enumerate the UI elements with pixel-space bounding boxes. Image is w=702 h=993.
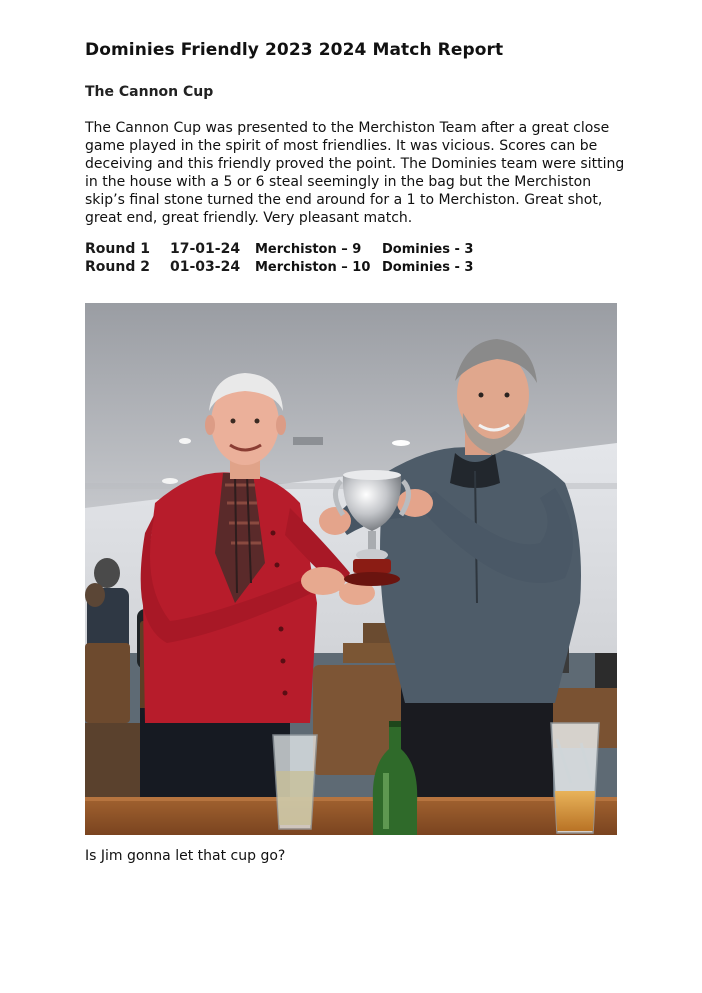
- round-away-score: Dominies - 3: [382, 242, 474, 257]
- report-body: The Cannon Cup was presented to the Merchiston Team after a great close game played in the spirit of most friendlies. It was vicious. Scores can be deceiving and this friendly proved the point. The Dominies team were sitting in the house with a 5 or 6 steal seemingly in the bag but the Merchiston skip’s final stone turned the end around for a 1 to Merchiston. Great shot, great end, great friendly. Very pleasant match.: [85, 120, 625, 226]
- round-label: Round 1: [85, 241, 150, 257]
- round-home-score: Merchiston – 9: [255, 242, 362, 257]
- round-away-score: Dominies - 3: [382, 260, 474, 275]
- trophy-presentation-photo: [85, 303, 617, 835]
- section-heading: The Cannon Cup: [85, 84, 214, 100]
- round-label: Round 2: [85, 259, 150, 275]
- round-date: 17-01-24: [170, 241, 241, 257]
- page-title: Dominies Friendly 2023 2024 Match Report: [85, 40, 504, 60]
- round-home-score: Merchiston – 10: [255, 260, 371, 275]
- round-date: 01-03-24: [170, 259, 241, 275]
- photo-caption: Is Jim gonna let that cup go?: [85, 848, 286, 864]
